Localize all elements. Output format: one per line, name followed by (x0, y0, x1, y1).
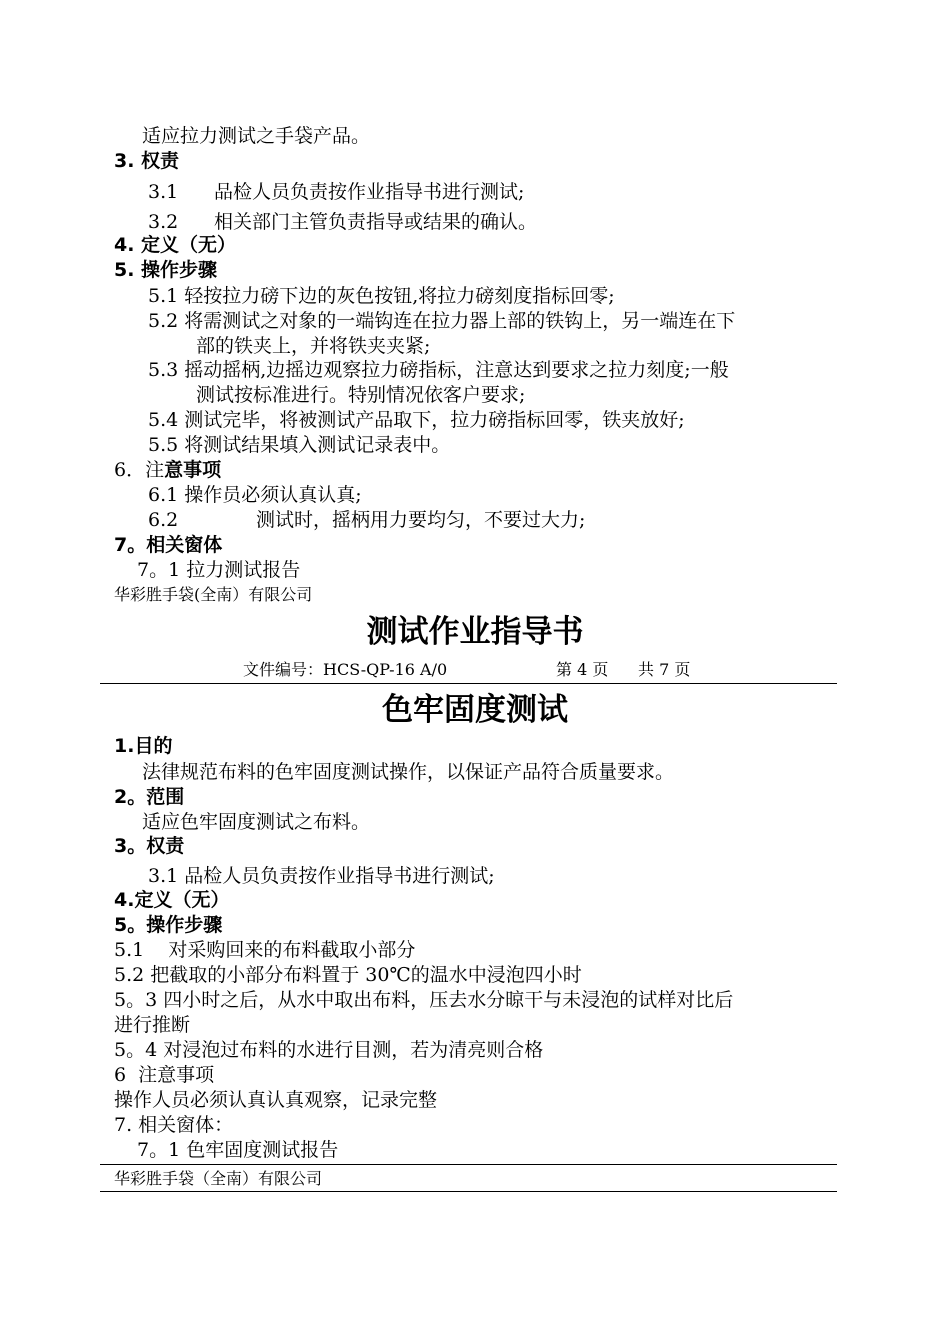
section-6-title (114, 458, 221, 482)
sec-4-title: 4.定义（无） (114, 889, 230, 911)
company-name-footer: 华彩胜手袋（全南）有限公司 (114, 1169, 323, 1188)
page-total: 共 7 页 (638, 660, 691, 679)
item-3-2 (148, 210, 537, 234)
footer-divider-top (100, 1164, 837, 1165)
step-5-2b: 部的铁夹上，并将铁夹夹紧; (196, 335, 431, 357)
sec-5-3b: 进行推断 (114, 1014, 191, 1036)
section-7-title: 7。相关窗体 (114, 534, 223, 556)
step-5-1: 5.1 轻按拉力磅下边的灰色按钮,将拉力磅刻度指标回零; (148, 285, 615, 307)
item-3-1-text: 品检人员负责按作业指导书进行测试; (214, 181, 525, 203)
step-5-3b: 测试按标准进行。特别情况依客户要求; (196, 384, 526, 406)
sec-7-1: 7。1 色牢固度测试报告 (137, 1139, 339, 1161)
section-6-num: 6．注 (114, 459, 165, 481)
item-3-1 (148, 180, 524, 204)
step-5-4: 5.4 测试完毕，将被测试产品取下，拉力磅指标回零，铁夹放好; (148, 409, 685, 431)
sec-5-4: 5。4 对浸泡过布料的水进行目测，若为清亮则合格 (114, 1039, 544, 1061)
section-4-title: 4. 定义（无） (114, 234, 237, 256)
header-divider (100, 683, 837, 684)
step-5-2a: 5.2 将需测试之对象的一端钩连在拉力器上部的铁钩上，另一端连在下 (148, 310, 736, 332)
sec-1-title: 1.目的 (114, 735, 173, 757)
sec-5-title: 5。操作步骤 (114, 914, 223, 936)
sec-2-text: 适应色牢固度测试之布料。 (142, 811, 371, 833)
section-3-title: 3. 权责 (114, 150, 180, 172)
sec-2-title: 2。范围 (114, 786, 185, 808)
item-7-1: 7。1 拉力测试报告 (137, 559, 301, 581)
section-title: 色牢固度测试 (382, 692, 568, 728)
sec-5-2: 5.2 把截取的小部分布料置于 30℃的温水中浸泡四小时 (114, 964, 582, 986)
scope-text: 适应拉力测试之手袋产品。 (142, 125, 371, 147)
step-5-5: 5.5 将测试结果填入测试记录表中。 (148, 434, 451, 456)
item-3-2-text: 相关部门主管负责指导或结果的确认。 (214, 211, 538, 233)
sec-6-title: 6 注意事项 (114, 1064, 215, 1086)
section-6-label: 意事项 (164, 459, 222, 481)
item-6-2-text: 测试时，摇柄用力要均匀，不要过大力; (256, 509, 586, 531)
step-5-3a: 5.3 摇动摇柄,边摇边观察拉力磅指标，注意达到要求之拉力刻度;一般 (148, 359, 729, 381)
sec-5-3a: 5。3 四小时之后，从水中取出布料，压去水分晾干与未浸泡的试样对比后 (114, 989, 734, 1011)
sec-7-title: 7. 相关窗体： (114, 1114, 234, 1136)
footer-divider-bottom (100, 1191, 837, 1192)
item-6-2 (148, 508, 585, 532)
doc-number: 文件编号：HCS-QP-16 A/0 (243, 660, 448, 679)
item-6-1: 6.1 操作员必须认真认真; (148, 484, 362, 506)
sec-3-1: 3.1 品检人员负责按作业指导书进行测试; (148, 865, 495, 887)
sec-3-title: 3。权责 (114, 835, 185, 857)
company-name-top: 华彩胜手袋(全南）有限公司 (114, 585, 313, 604)
item-3-2-num: 3.2 (148, 211, 179, 233)
item-6-2-num: 6.2 (148, 509, 179, 531)
item-3-1-num: 3.1 (148, 181, 179, 203)
sec-6-text: 操作人员必须认真认真观察，记录完整 (114, 1089, 438, 1111)
doc-title: 测试作业指导书 (366, 614, 584, 650)
sec-1-text: 法律规范布料的色牢固度测试操作，以保证产品符合质量要求。 (142, 761, 675, 783)
page-number: 第 4 页 (556, 660, 609, 679)
section-5-title: 5. 操作步骤 (114, 259, 218, 281)
sec-5-1: 5.1 对采购回来的布料截取小部分 (114, 939, 416, 961)
